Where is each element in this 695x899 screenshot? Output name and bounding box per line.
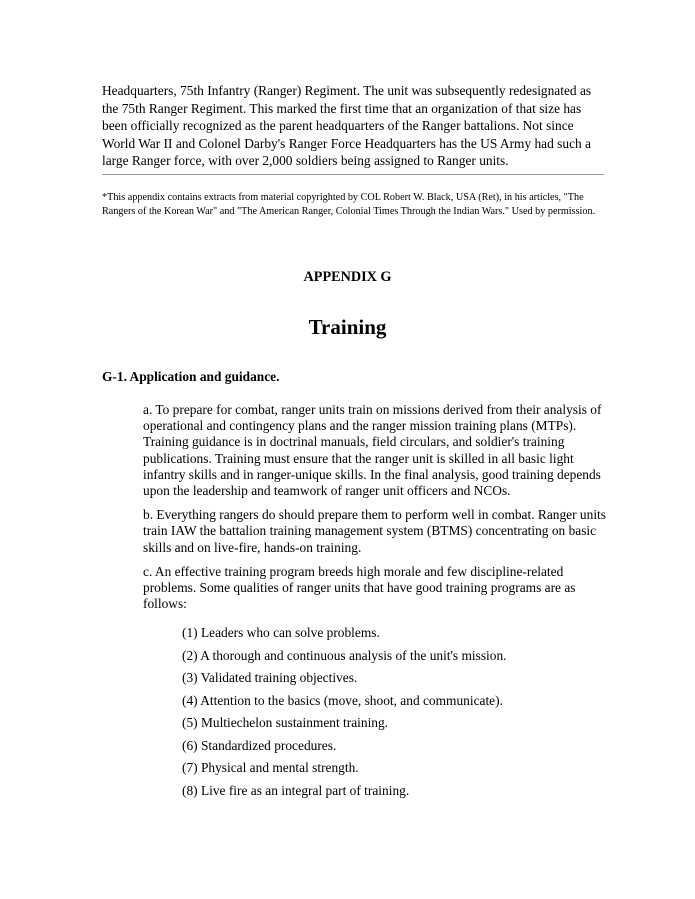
section-heading: G-1. Application and guidance. <box>102 369 280 384</box>
list-item: (5) Multiechelon sustainment training. <box>182 715 389 730</box>
list-item: (3) Validated training objectives. <box>182 670 358 685</box>
list-item: (8) Live fire as an integral part of training. <box>182 782 410 798</box>
list-item: (4) Attention to the basics (move, shoot, and communicate). <box>182 692 503 708</box>
qualities-list <box>182 624 602 804</box>
intro-paragraph: Headquarters, 75th Infantry (Ranger) Regiment. The unit was subsequently redesignated as the 75th Ranger Regiment. This marked the first time that an organization of that size has been officially recognized as the parent headquarters of the Ranger battalions. Not since World War II and Colonel Darby's Ranger Force Headquarters has the US Army had such a large Ranger force, with over 2,000 soldiers being assigned to Ranger units. <box>102 83 592 168</box>
footnote-divider <box>102 174 604 175</box>
paragraph-a: a. To prepare for combat, ranger units train on missions derived from their analysis of operational and contingency plans and the ranger mission training plans (MTPs). Training guidance is in doctrinal manuals, field circulars, and soldier's training publications. Training must ensure that the ranger unit is skilled in all basic light infantry skills and in ranger-unique skills. In the final analysis, good training depends upon the leadership and teamwork of ranger unit officers and NCOs. <box>143 402 602 499</box>
copyright-footnote: *This appendix contains extracts from material copyrighted by COL Robert W. Black, USA (Ret), in his articles, "The Rangers of the Korean War" and "The American Ranger, Colonial Times Through the Indian Wars." Used by permission. <box>102 192 596 217</box>
paragraph-b: b. Everything rangers do should prepare them to perform well in combat. Ranger units train IAW the battalion training management system (BTMS) concentrating on basic skills and on live-fire, hands-on training. <box>143 507 606 555</box>
guidance-paragraphs <box>143 402 607 620</box>
list-item: (2) A thorough and continuous analysis of the unit's mission. <box>182 647 507 663</box>
appendix-label: APPENDIX G <box>303 269 392 285</box>
list-item: (1) Leaders who can solve problems. <box>182 625 380 640</box>
page-title: Training <box>308 315 387 339</box>
paragraph-c: c. An effective training program breeds high morale and few discipline-related problems. Some qualities of ranger units that have good training programs are as follows: <box>143 563 576 612</box>
list-item: (7) Physical and mental strength. <box>182 760 359 775</box>
list-item: (6) Standardized procedures. <box>182 737 337 753</box>
